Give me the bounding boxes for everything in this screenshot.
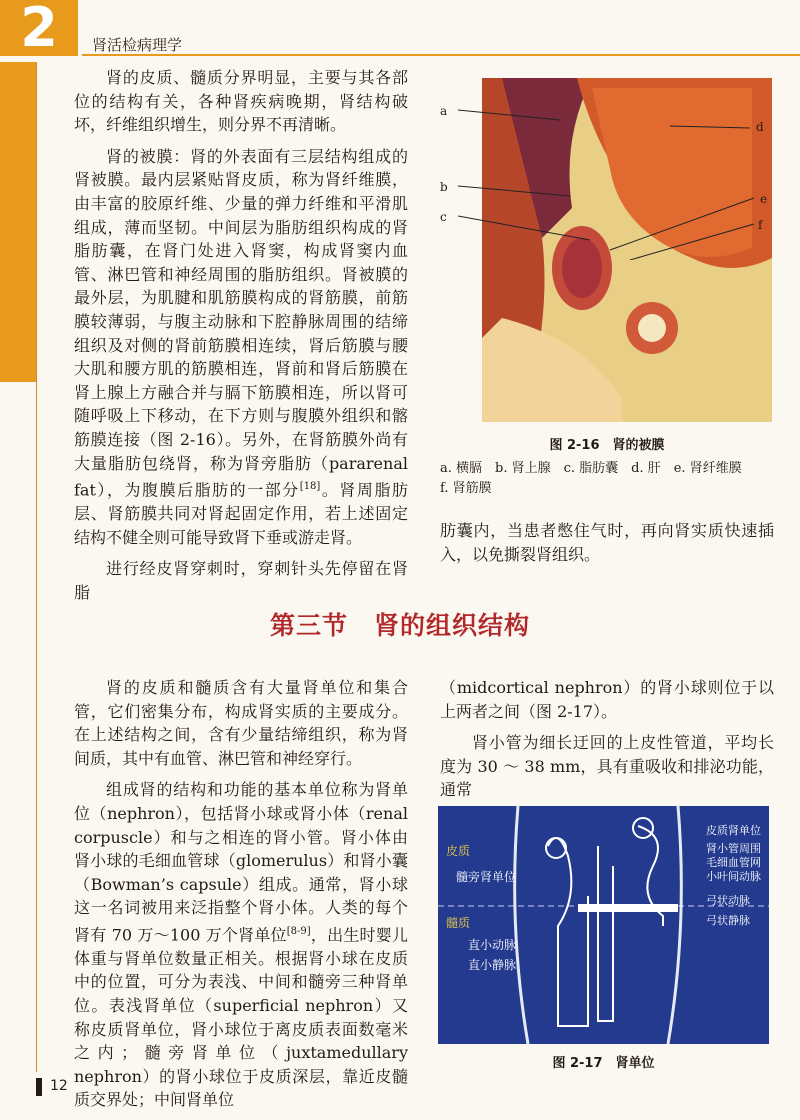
paragraph: 进行经皮肾穿刺时，穿刺针头先停留在肾脂 bbox=[74, 559, 408, 602]
paragraph bbox=[74, 778, 408, 1112]
figure-17-title: 图 2-17 肾单位 bbox=[552, 1056, 655, 1071]
paragraph-text: ，出生时婴儿体重与肾单位数量正相关。根据肾小球在皮质中的位置，可分为表浅、中间和髓旁三种肾单位。表浅肾单位（superficial nephron）又称皮质肾单位，肾小球位于离皮质表面数毫米之内；髓旁肾单位（juxtamedullary nephron）的肾小球位于皮质深层，靠近皮髓质交界处；中间肾单位 bbox=[74, 925, 408, 1110]
label-arcuate-vein: 弓状静脉 bbox=[706, 914, 750, 927]
page-number: 12 bbox=[50, 1078, 68, 1094]
left-color-band bbox=[0, 62, 36, 382]
citation: [8-9] bbox=[286, 925, 311, 937]
figure-label-f: f bbox=[758, 218, 763, 232]
zone-medulla-label: 髓质 bbox=[446, 916, 471, 930]
paragraph: 肾的皮质、髓质分界明显，主要与其各部位的结构有关，各种肾疾病晚期，肾结构破坏，纤维组织增生，则分界不再清晰。 bbox=[74, 68, 408, 135]
paragraph-text: 肾的被膜：肾的外表面有三层结构组成的肾被膜。最内层紧贴肾皮质，称为肾纤维膜，由丰富的胶原纤维、少量的弹力纤维和平滑肌组成，薄而坚韧。中间层为脂肪组织构成的肾脂肪囊，在肾门处进入肾窦，构成肾窦内血管、淋巴管和神经周围的脂肪组织。肾被膜的最外层，为肌腱和肌筋膜构成的肾筋膜，前筋膜较薄弱，与腹主动脉和下腔静脉周围的结缔组织及对侧的肾前筋膜相连续，肾后筋膜与腰大肌和腰方肌的筋膜相连，肾前和肾后筋膜在肾上腺上方融合并与膈下筋膜相连，所以肾可随呼吸上下移动，在下方则与腹膜外组织和髂筋膜连接（图 2-16）。另外，在肾筋膜外尚有大量脂肪包绕肾，称为肾旁脂肪（pararenal fat），为腹膜后脂肪的一部分 bbox=[74, 146, 408, 500]
label-straight-artery: 直小动脉 bbox=[468, 938, 517, 952]
figure-label-c: c bbox=[440, 210, 447, 224]
figure-label-b: b bbox=[440, 180, 448, 194]
label-peritubular-2: 毛细血管网 bbox=[706, 856, 761, 869]
label-cortical-nephron: 皮质肾单位 bbox=[706, 824, 761, 837]
zone-cortex-label: 皮质 bbox=[446, 844, 471, 858]
figure-label-a: a bbox=[440, 104, 448, 118]
figure-16-caption bbox=[440, 434, 774, 499]
label-arcuate-artery: 弓状动脉 bbox=[706, 894, 750, 907]
paragraph-text: 组成肾的结构和功能的基本单位称为肾单位（nephron），包括肾小球或肾小体（renal corpuscle）和与之相连的肾小管。肾小体由肾小球的毛细血管球（glomerulus）和肾小囊（Bowman’s capsule）组成。通常，肾小球这一名词被用来泛指整个肾小体。人类的每个肾有 70 万～100 万个肾单位 bbox=[74, 780, 408, 945]
figure-nephron bbox=[438, 806, 769, 1044]
right-column-continuation bbox=[440, 519, 774, 574]
paragraph: 肾小管为细长迂回的上皮性管道，平均长度为 30 ～ 38 mm，具有重吸收和排泌功能，通常 bbox=[440, 733, 774, 800]
label-interlobular: 小叶间动脉 bbox=[706, 870, 761, 883]
citation: [18] bbox=[299, 481, 321, 493]
section-title: 第三节 肾的组织结构 bbox=[269, 611, 530, 640]
figure-16-legend-line2: f. 肾筋膜 bbox=[440, 481, 492, 496]
figure-16-title: 图 2-16 肾的被膜 bbox=[549, 438, 665, 453]
page-number-bar bbox=[36, 1078, 42, 1096]
page-header bbox=[0, 0, 800, 59]
section-left-column bbox=[74, 676, 408, 1120]
book-title: 肾活检病理学 bbox=[92, 36, 183, 54]
paragraph: 肾的皮质和髓质含有大量肾单位和集合管，它们密集分布，构成肾实质的主要成分。在上述结构之间，含有少量结缔组织，称为肾间质，其中有血管、淋巴管和神经穿行。 bbox=[74, 678, 408, 768]
label-juxtamedullary: 髓旁肾单位 bbox=[456, 870, 517, 884]
figure-16-legend-line1: a. 横膈 b. 肾上腺 c. 脂肪囊 d. 肝 e. 肾纤维膜 bbox=[440, 461, 742, 476]
figure-label-d: d bbox=[756, 120, 764, 134]
paragraph bbox=[74, 145, 408, 549]
left-margin-rule bbox=[36, 62, 37, 1072]
figure-label-e: e bbox=[760, 192, 768, 206]
chapter-number: 2 bbox=[0, 0, 78, 56]
left-column-text bbox=[74, 66, 408, 612]
paragraph: （midcortical nephron）的肾小球则位于以上两者之间（图 2-17）。 bbox=[440, 678, 774, 721]
section-right-column bbox=[440, 676, 774, 810]
label-peritubular: 肾小管周围 bbox=[706, 842, 761, 855]
figure-leader-lines bbox=[450, 100, 770, 260]
header-rule bbox=[82, 54, 800, 56]
label-straight-vein: 直小静脉 bbox=[468, 958, 517, 972]
paragraph: 肪囊内，当患者憋住气时，再向肾实质快速插入，以免撕裂肾组织。 bbox=[440, 521, 774, 564]
paragraph-text: 。肾周脂肪层、肾筋膜共同对肾起固定作用，若上述固定结构不健全则可能导致肾下垂或游走肾。 bbox=[74, 480, 408, 547]
